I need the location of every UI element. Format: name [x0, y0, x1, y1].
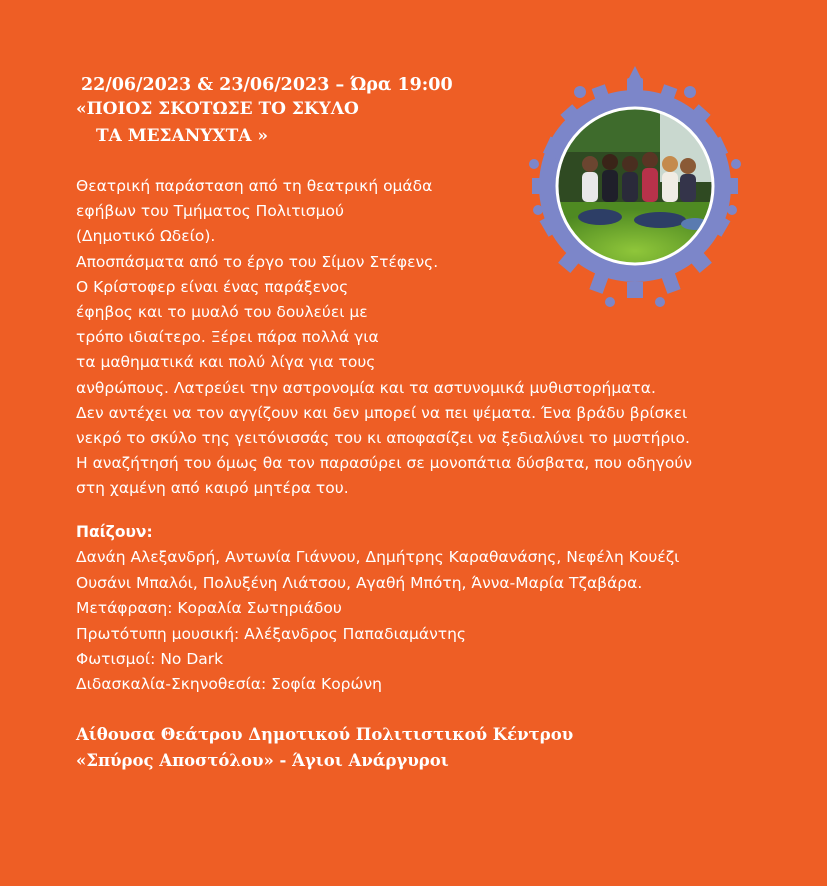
description-line: Ο Κρίστοφερ είναι ένας παράξενος — [76, 277, 349, 296]
music-credit: Πρωτότυπη μουσική: Αλέξανδρος Παπαδιαμάντης — [76, 624, 467, 643]
description-line: Θεατρική παράσταση από τη θεατρική ομάδα — [76, 177, 433, 195]
description-line: εφήβων του Τμήματος Πολιτισμού — [76, 202, 344, 221]
venue-line1: Αίθουσα Θεάτρου Δημοτικού Πολιτιστικού Κέντρου — [76, 725, 574, 744]
venue-line2: «Σπύρος Αποστόλου» - Άγιοι Ανάργυροι — [76, 751, 449, 770]
description-line: (Δημοτικό Ωδείο). — [76, 227, 216, 246]
cast-heading: Παίζουν: — [76, 523, 153, 541]
translation-credit: Μετάφραση: Κοραλία Σωτηριάδου — [76, 599, 342, 618]
description-line: έφηβος και το μυαλό του δουλεύει με — [76, 303, 368, 322]
description-line: τρόπο ιδιαίτερο. Ξέρει πάρα πολλά για — [76, 328, 379, 347]
cast-list-line2: Ουσάνι Μπαλόι, Πολυξένη Λιάτσου, Αγαθή Μπότη, Άννα-Μαρία Τζαβάρα. — [76, 573, 643, 592]
event-date-time: 22/06/2023 & 23/06/2023 – Ώρα 19:00 — [81, 75, 453, 95]
credits-block — [76, 520, 806, 698]
direction-credit: Διδασκαλία-Σκηνοθεσία: Σοφία Κορώνη — [76, 675, 382, 694]
event-title-line1: «ΠΟΙΟΣ ΣΚΟΤΩΣΕ ΤΟ ΣΚΥΛΟ — [76, 99, 359, 119]
description-line: Η αναζήτησή του όμως θα τον παρασύρει σε μονοπάτια δύσβατα, που οδηγούν — [76, 454, 692, 473]
description-line: τα μαθηματικά και πολύ λίγα για τους — [76, 353, 376, 372]
description-line: Δεν αντέχει να τον αγγίζουν και δεν μπορεί να πει ψέματα. Ένα βράδυ βρίσκει — [76, 403, 688, 422]
event-title-line2: ΤΑ ΜΕΣΑΝΥΧΤΑ » — [96, 126, 268, 146]
cast-list-line1: Δανάη Αλεξανδρή, Αντωνία Γιάννου, Δημήτρης Καραθανάσης, Νεφέλη Κουέζι — [76, 548, 680, 567]
description-line: ανθρώπους. Λατρεύει την αστρονομία και τα αστυνομικά μυθιστορήματα. — [76, 378, 656, 397]
description-line: Αποσπάσματα από το έργο του Σίμον Στέφενς. — [76, 252, 439, 271]
description-line: νεκρό το σκύλο της γειτόνισσάς του κι αποφασίζει να ξεδιαλύνει το μυστήριο. — [76, 429, 690, 448]
lighting-credit: Φωτισμοί: No Dark — [76, 650, 224, 669]
event-description — [76, 174, 796, 502]
description-line: στη χαμένη από καιρό μητέρα του. — [76, 479, 349, 498]
venue-block — [76, 722, 573, 774]
